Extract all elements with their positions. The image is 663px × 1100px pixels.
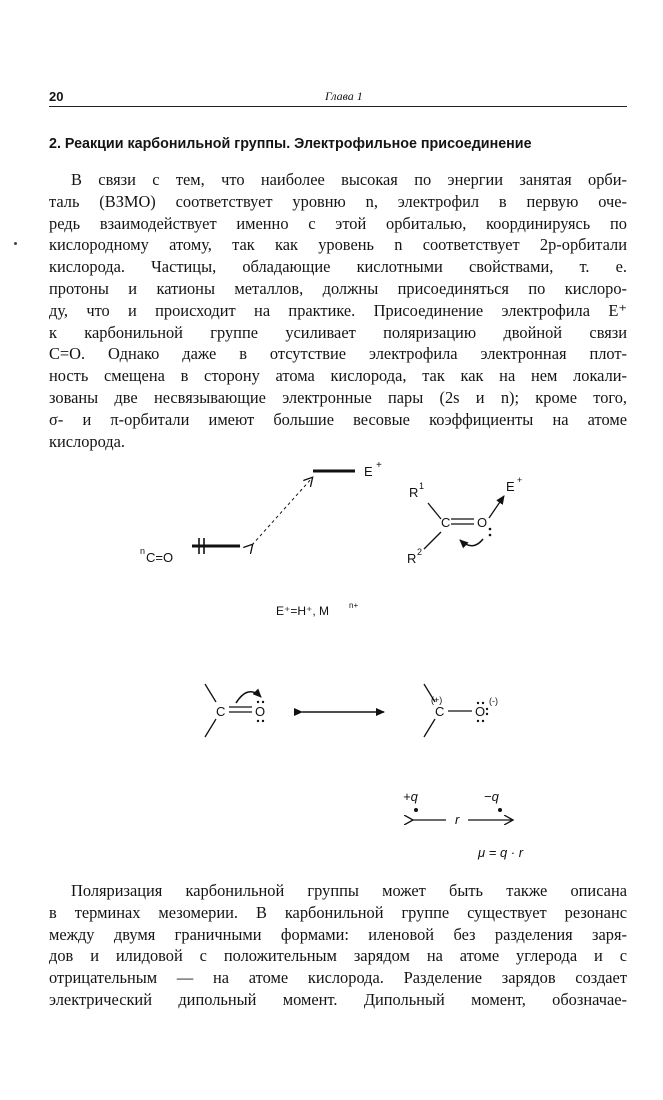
lone-pair-dot xyxy=(486,708,488,710)
positive-pole-dot xyxy=(414,808,418,812)
r1-bond xyxy=(428,503,441,519)
paragraph-2 xyxy=(49,880,627,1011)
chapter-title: Глава 1 xyxy=(325,89,363,103)
electrophile-attack-arrow xyxy=(489,496,504,518)
carbonyl-level-sup: n xyxy=(140,546,146,556)
paragraph-line: электрический дипольный момент. Дипольный момент, обозначае- xyxy=(49,989,627,1009)
complex-oxygen: O xyxy=(477,515,488,530)
lone-pair-dot xyxy=(262,720,264,722)
dipole-plus-q: +q xyxy=(403,789,418,804)
lone-pair-dot xyxy=(257,701,259,703)
paragraph-line: В связи с тем, что наиболее высокая по энергии занятая орби- xyxy=(71,170,627,189)
right-oxygen: O xyxy=(475,704,486,719)
page-number: 20 xyxy=(49,89,64,104)
complex-electrophile: E xyxy=(506,479,515,494)
lone-pair-dot xyxy=(482,720,484,722)
paragraph-line: между двумя граничными формами: иленовой без разделения заря- xyxy=(49,924,627,944)
lone-pair-dot xyxy=(477,720,479,722)
left-carbon: C xyxy=(216,704,226,719)
paragraph-line: к карбонильной группе усиливает поляризацию двойной связи xyxy=(49,322,627,342)
lone-pair-dot xyxy=(486,713,488,715)
paragraph-line: Поляризация карбонильной группы может быть также описана xyxy=(71,881,627,900)
paragraph-line: кислорода. Частицы, обладающие кислотными свойствами, т. е. xyxy=(49,257,627,277)
dipole-formula: μ = q · r xyxy=(478,845,524,860)
left-substituent-bond-top xyxy=(205,684,216,702)
lone-pair-dot xyxy=(489,528,492,531)
paragraph-line: C=O. Однако даже в отсутствие электрофила электронная плот- xyxy=(49,344,627,364)
section-heading: 2. Реакции карбонильной группы. Электрофильное присоединение xyxy=(49,136,532,152)
polarization-curved-arrow xyxy=(460,539,483,546)
r1-label: R xyxy=(409,485,419,500)
paragraph-line: протоны и катионы металлов, должны присоединяться по кислоро- xyxy=(49,278,627,298)
paragraph-line: кислородному атому, так как уровень n соответствует 2p-орбитали xyxy=(49,235,627,255)
oxygen-negative-charge: (-) xyxy=(489,696,498,706)
electrophile-equation: E⁺=H⁺, M xyxy=(276,604,330,618)
left-substituent-bond-bottom xyxy=(205,719,216,737)
r2-bond xyxy=(424,532,441,549)
r2-label: R xyxy=(407,551,417,566)
lone-pair-dot xyxy=(489,534,492,537)
paragraph-line: зованы две несвязывающие электронные пары (2s и n); кроме того, xyxy=(49,387,627,407)
paragraph-line: в терминах мезомерии. В карбонильной группе существует резонанс xyxy=(49,902,627,922)
paragraph-line: ность смещена в сторону атома кислорода, так как на нем локали- xyxy=(49,366,627,386)
negative-pole-dot xyxy=(498,808,502,812)
lone-pair-dot xyxy=(262,701,264,703)
complex-carbon: C xyxy=(441,515,451,530)
paragraph-line: редь взаимодействует именно с этой орбиталью, координируясь по xyxy=(49,213,627,233)
lone-pair-dot xyxy=(482,702,484,704)
paragraph-line: σ- и π-орбитали имеют большие весовые коэффициенты на атоме xyxy=(49,409,627,429)
r1-sup: 1 xyxy=(419,481,425,491)
paragraph-line: отрицательным — на атоме кислорода. Разделение зарядов создает xyxy=(49,968,627,988)
paragraph-line: дов и илидовой с положительным зарядом на атоме углерода и с xyxy=(49,946,627,966)
dipole-minus-q: −q xyxy=(484,789,499,804)
electrophile-level-charge: + xyxy=(376,460,382,471)
right-carbon: C xyxy=(435,704,445,719)
paragraph-line: таль (ВЗМО) соответствует уровню n, электрофил в первую оче- xyxy=(49,191,627,211)
paragraph-line: кислорода. xyxy=(49,431,126,451)
r2-sup: 2 xyxy=(417,547,423,557)
electrophile-equation-sup: n+ xyxy=(349,601,359,610)
orbital-interaction-arrow xyxy=(252,478,312,545)
carbon-positive-charge: (+) xyxy=(431,695,443,705)
left-oxygen: O xyxy=(255,704,266,719)
lone-pair-dot xyxy=(477,702,479,704)
dipole-r-label: r xyxy=(455,812,460,827)
carbonyl-level-label: C=O xyxy=(146,550,174,565)
electrophile-level-label: E xyxy=(364,464,373,479)
right-substituent-bond-bottom xyxy=(424,719,435,737)
lone-pair-dot xyxy=(257,720,259,722)
complex-electrophile-charge: + xyxy=(517,475,523,485)
paragraph-line: ду, что и происходит на практике. Присоединение электрофила E⁺ xyxy=(49,300,627,320)
